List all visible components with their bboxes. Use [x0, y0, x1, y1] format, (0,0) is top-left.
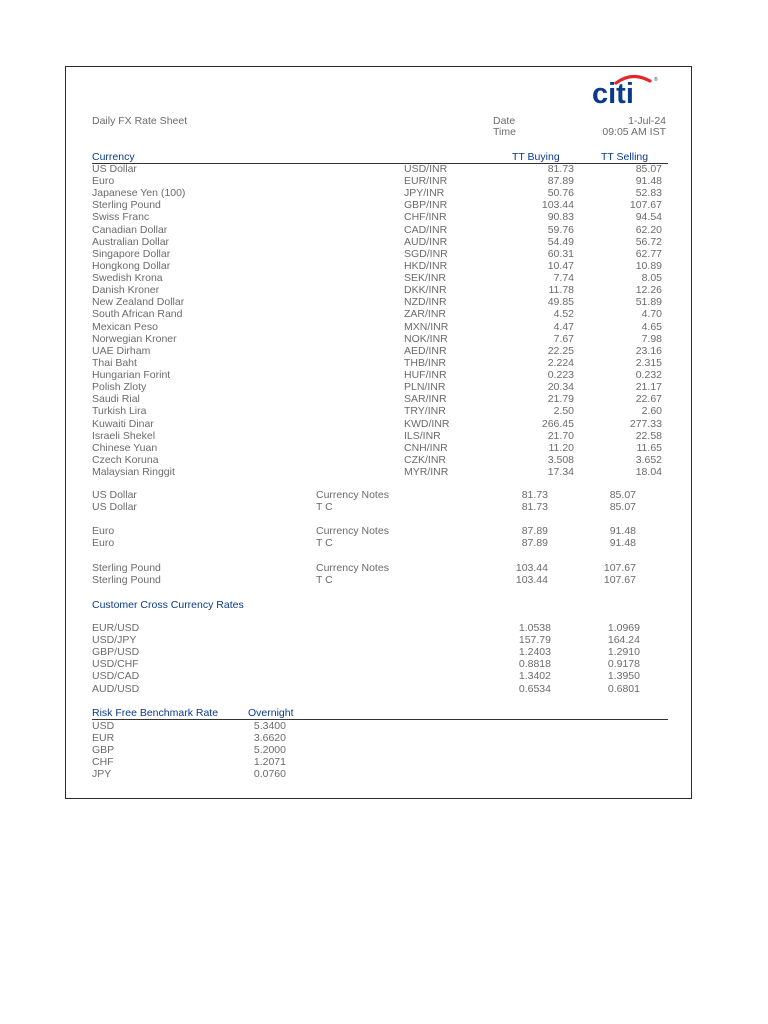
tt-buying-value: 21.70 [547, 429, 574, 442]
currency-pair: USD/CHF [92, 658, 139, 671]
selling-value: 1.3950 [607, 670, 640, 683]
currency-name: US Dollar [92, 163, 137, 175]
selling-value: 0.9178 [607, 658, 640, 671]
overnight-rate: 3.6620 [253, 732, 286, 744]
benchmark-row [0, 744, 768, 756]
tt-buying-value: 266.45 [541, 417, 574, 430]
currency-name: Singapore Dollar [92, 247, 171, 260]
tt-selling-header: TT Selling [601, 151, 649, 163]
svg-text:®: ® [654, 77, 658, 83]
tt-buying-value: 2.224 [547, 356, 574, 369]
selling-value: 91.48 [609, 525, 636, 537]
tt-buying-value: 4.52 [553, 308, 574, 321]
tt-selling-value: 4.70 [641, 308, 662, 321]
tt-selling-value: 4.65 [641, 320, 662, 333]
overnight-rate: 5.3400 [253, 720, 286, 732]
instrument-type: Currency Notes [316, 525, 389, 537]
rate-row [0, 466, 768, 478]
currency-pair: AED/INR [404, 344, 447, 357]
instrument-type: T C [316, 574, 333, 586]
currency-name: Czech Koruna [92, 453, 159, 466]
rate-row [0, 199, 768, 211]
tt-buying-value: 3.508 [547, 453, 574, 466]
buying-value: 81.73 [521, 489, 548, 501]
currency-name: Hungarian Forint [92, 369, 171, 382]
currency-name: Japanese Yen (100) [92, 187, 186, 200]
currency-name: Swedish Krona [92, 272, 163, 285]
currency-name: Malaysian Ringgit [92, 466, 175, 478]
citi-logo [592, 70, 664, 106]
rate-row [0, 333, 768, 345]
currency-name: Norwegian Kroner [92, 332, 177, 345]
currency-pair: GBP/INR [404, 199, 448, 212]
tt-buying-value: 10.47 [547, 259, 574, 272]
tt-selling-value: 8.05 [641, 272, 662, 285]
currency-name: Israeli Shekel [92, 429, 156, 442]
tt-buying-value: 50.76 [547, 187, 574, 200]
rate-row [0, 284, 768, 296]
benchmark-column-header: Overnight [248, 707, 294, 719]
tt-selling-value: 52.83 [635, 187, 662, 200]
tt-selling-value: 23.16 [635, 344, 662, 357]
time-value: 09:05 AM IST [602, 126, 666, 138]
currency-name: Euro [92, 175, 115, 188]
rate-row [0, 260, 768, 272]
selling-value: 107.67 [603, 574, 636, 586]
cross-rate-row [0, 634, 768, 646]
benchmark-row [0, 732, 768, 744]
buying-value: 1.3402 [518, 670, 551, 683]
currency-name: Canadian Dollar [92, 223, 168, 236]
currency-name: Sterling Pound [92, 574, 161, 586]
date-label: Date [493, 115, 516, 127]
currency-code: GBP [92, 744, 115, 756]
rate-row [0, 308, 768, 320]
currency-name: Australian Dollar [92, 235, 170, 248]
overnight-rate: 0.0760 [253, 768, 286, 780]
tt-buying-value: 7.67 [553, 332, 574, 345]
rate-row [0, 248, 768, 260]
tt-buying-value: 17.34 [547, 466, 574, 478]
currency-pair: NZD/INR [404, 296, 447, 309]
benchmark-row [0, 720, 768, 732]
notes-row [0, 537, 768, 549]
selling-value: 85.07 [609, 501, 636, 513]
currency-name: South African Rand [92, 308, 183, 321]
rate-row [0, 442, 768, 454]
tt-buying-value: 22.25 [547, 344, 574, 357]
notes-row [0, 574, 768, 586]
tt-buying-value: 81.73 [547, 163, 574, 175]
buying-value: 87.89 [521, 525, 548, 537]
selling-value: 107.67 [603, 562, 636, 574]
currency-name: Mexican Peso [92, 320, 158, 333]
rate-row [0, 381, 768, 393]
currency-name: UAE Dirham [92, 344, 151, 357]
currency-pair: CAD/INR [404, 223, 448, 236]
currency-name: Sterling Pound [92, 562, 161, 574]
currency-pair: SEK/INR [404, 272, 447, 285]
tt-buying-value: 0.223 [547, 369, 574, 382]
tt-selling-value: 85.07 [635, 163, 662, 175]
tt-buying-value: 60.31 [547, 247, 574, 260]
tt-selling-value: 56.72 [635, 235, 662, 248]
currency-code: CHF [92, 756, 114, 768]
rate-row [0, 236, 768, 248]
currency-pair: JPY/INR [404, 187, 445, 200]
selling-value: 164.24 [607, 634, 640, 647]
buying-value: 0.6534 [518, 682, 551, 695]
currency-pair: EUR/INR [404, 175, 448, 188]
benchmark-row [0, 768, 768, 780]
benchmark-row [0, 756, 768, 768]
time-label: Time [493, 126, 516, 138]
tt-buying-header: TT Buying [512, 151, 560, 163]
currency-name: Sterling Pound [92, 199, 161, 212]
tt-buying-value: 2.50 [553, 405, 574, 418]
currency-pair: KWD/INR [404, 417, 450, 430]
currency-name: Thai Baht [92, 356, 137, 369]
currency-pair: USD/INR [404, 163, 448, 175]
currency-pair: USD/CAD [92, 670, 140, 683]
tt-selling-value: 22.58 [635, 429, 662, 442]
svg-text:citi: citi [592, 78, 634, 106]
instrument-type: T C [316, 537, 333, 549]
currency-pair: USD/JPY [92, 634, 137, 647]
currency-code: EUR [92, 732, 115, 744]
selling-value: 91.48 [609, 537, 636, 549]
currency-pair: ZAR/INR [404, 308, 446, 321]
rate-row [0, 369, 768, 381]
currency-pair: AUD/INR [404, 235, 448, 248]
tt-selling-value: 10.89 [635, 259, 662, 272]
buying-value: 1.2403 [518, 646, 551, 659]
currency-code: USD [92, 720, 115, 732]
currency-name: Polish Zloty [92, 381, 147, 394]
buying-value: 1.0538 [518, 622, 551, 634]
currency-name: Saudi Rial [92, 393, 140, 406]
currency-pair: DKK/INR [404, 284, 447, 297]
tt-selling-value: 91.48 [635, 175, 662, 188]
rate-row [0, 321, 768, 333]
selling-value: 1.0969 [607, 622, 640, 634]
tt-selling-value: 11.65 [636, 441, 662, 454]
currency-pair: MYR/INR [404, 466, 449, 478]
currency-pair: MXN/INR [404, 320, 449, 333]
currency-pair: CNH/INR [404, 441, 448, 454]
notes-row [0, 562, 768, 574]
currency-pair: CZK/INR [404, 453, 446, 466]
currency-pair: NOK/INR [404, 332, 448, 345]
currency-pair: TRY/INR [404, 405, 446, 418]
buying-value: 103.44 [515, 574, 548, 586]
tt-selling-value: 62.20 [635, 223, 662, 236]
rate-row [0, 345, 768, 357]
rate-row [0, 393, 768, 405]
tt-buying-value: 21.79 [547, 393, 574, 406]
tt-selling-value: 3.652 [635, 453, 662, 466]
tt-buying-value: 49.85 [547, 296, 574, 309]
currency-pair: HKD/INR [404, 259, 448, 272]
overnight-rate: 5.2000 [253, 744, 286, 756]
tt-buying-value: 54.49 [547, 235, 574, 248]
currency-name: Kuwaiti Dinar [92, 417, 154, 430]
rate-row [0, 187, 768, 199]
buying-value: 0.8818 [518, 658, 551, 671]
tt-buying-value: 11.20 [548, 441, 574, 454]
currency-name: Euro [92, 525, 115, 537]
tt-selling-value: 277.33 [629, 417, 662, 430]
tt-buying-value: 20.34 [547, 381, 574, 394]
buying-value: 87.89 [521, 537, 548, 549]
tt-buying-value: 4.47 [553, 320, 574, 333]
rate-row [0, 163, 768, 175]
currency-pair: SGD/INR [404, 247, 448, 260]
tt-buying-value: 90.83 [547, 211, 574, 224]
currency-name: Hongkong Dollar [92, 259, 171, 272]
rate-row [0, 296, 768, 308]
overnight-rate: 1.2071 [253, 756, 286, 768]
tt-selling-value: 21.17 [635, 381, 662, 394]
currency-pair: SAR/INR [404, 393, 447, 406]
tt-buying-value: 11.78 [548, 284, 574, 297]
tt-buying-value: 87.89 [547, 175, 574, 188]
tt-selling-value: 18.04 [635, 466, 662, 478]
currency-pair: EUR/USD [92, 622, 140, 634]
cross-rate-row [0, 658, 768, 670]
currency-name: New Zealand Dollar [92, 296, 185, 309]
rate-row [0, 454, 768, 466]
tt-selling-value: 94.54 [635, 211, 662, 224]
currency-pair: CHF/INR [404, 211, 447, 224]
tt-selling-value: 7.98 [641, 332, 662, 345]
rate-row [0, 224, 768, 236]
currency-pair: GBP/USD [92, 646, 140, 659]
tt-selling-value: 22.67 [635, 393, 662, 406]
rate-row [0, 430, 768, 442]
tt-selling-value: 12.26 [635, 284, 662, 297]
tt-buying-value: 7.74 [553, 272, 574, 285]
cross-rates-title: Customer Cross Currency Rates [92, 599, 244, 611]
currency-pair: PLN/INR [404, 381, 446, 394]
currency-name: US Dollar [92, 501, 137, 513]
notes-row [0, 501, 768, 513]
rate-row [0, 357, 768, 369]
currency-pair: HUF/INR [404, 369, 447, 382]
tt-buying-value: 59.76 [547, 223, 574, 236]
cross-rate-row [0, 646, 768, 658]
cross-rate-row [0, 670, 768, 682]
tt-selling-value: 51.89 [635, 296, 662, 309]
notes-row [0, 525, 768, 537]
instrument-type: T C [316, 501, 333, 513]
rate-row [0, 175, 768, 187]
selling-value: 0.6801 [607, 682, 640, 695]
cross-rate-row [0, 683, 768, 695]
currency-name: Turkish Lira [92, 405, 147, 418]
tt-selling-value: 2.315 [635, 356, 662, 369]
buying-value: 81.73 [521, 501, 548, 513]
currency-name: Danish Kroner [92, 284, 160, 297]
currency-header: Currency [92, 151, 135, 163]
rate-row [0, 405, 768, 417]
tt-buying-value: 103.44 [541, 199, 574, 212]
currency-name: Chinese Yuan [92, 441, 158, 454]
currency-code: JPY [92, 768, 112, 780]
rate-row [0, 211, 768, 223]
cross-rate-row [0, 622, 768, 634]
instrument-type: Currency Notes [316, 489, 389, 501]
date-value: 1-Jul-24 [628, 115, 666, 127]
currency-pair: AUD/USD [92, 682, 140, 695]
currency-name: Swiss Franc [92, 211, 150, 224]
tt-selling-value: 2.60 [641, 405, 662, 418]
sheet-title: Daily FX Rate Sheet [92, 115, 188, 127]
buying-value: 157.79 [518, 634, 551, 647]
tt-selling-value: 107.67 [629, 199, 662, 212]
rate-row [0, 418, 768, 430]
buying-value: 103.44 [515, 562, 548, 574]
benchmark-title: Risk Free Benchmark Rate [92, 707, 219, 719]
selling-value: 85.07 [609, 489, 636, 501]
currency-pair: ILS/INR [404, 429, 441, 442]
currency-name: Euro [92, 537, 115, 549]
selling-value: 1.2910 [607, 646, 640, 659]
currency-name: US Dollar [92, 489, 137, 501]
currency-pair: THB/INR [404, 356, 446, 369]
tt-selling-value: 0.232 [635, 369, 662, 382]
rate-row [0, 272, 768, 284]
notes-row [0, 489, 768, 501]
tt-selling-value: 62.77 [635, 247, 662, 260]
instrument-type: Currency Notes [316, 562, 389, 574]
